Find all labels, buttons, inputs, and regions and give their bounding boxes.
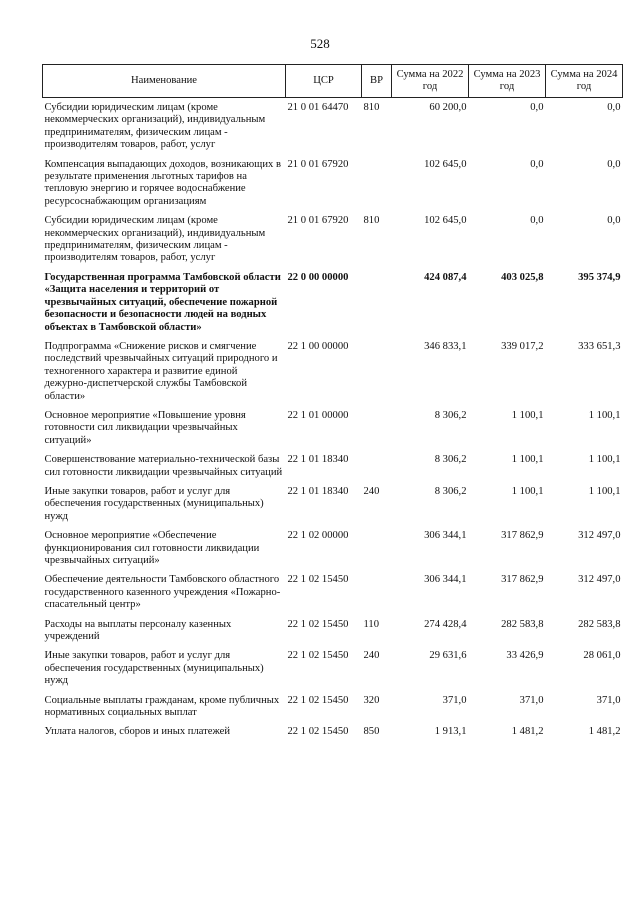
table-row <box>43 159 623 216</box>
row-sum-2023: 403 025,8 <box>501 271 544 283</box>
row-sum-2024: 1 481,2 <box>588 726 621 738</box>
table-header <box>43 65 623 98</box>
row-sum-2022: 346 833,1 <box>424 340 467 352</box>
row-csr: 22 1 02 15450 <box>287 650 349 662</box>
table-row <box>43 574 623 618</box>
row-csr: 21 0 01 64470 <box>287 102 349 113</box>
row-csr: 22 1 01 18340 <box>287 485 349 497</box>
header-name: Наименование <box>43 65 286 98</box>
row-sum-2022: 274 428,4 <box>424 618 467 630</box>
row-csr: 22 0 00 00000 <box>287 271 349 283</box>
row-sum-2024: 371,0 <box>596 694 621 706</box>
row-vr: 810 <box>363 215 380 227</box>
page-number: 528 <box>310 36 330 51</box>
row-csr: 21 0 01 67920 <box>287 215 349 227</box>
table-row <box>43 619 623 651</box>
row-name: Основное мероприятие «Обеспечение функционирования сил готовности ликвидации чрезвычайных ситуаций» <box>44 530 260 566</box>
row-vr <box>362 454 392 486</box>
row-vr: 850 <box>363 726 380 738</box>
row-csr: 22 1 02 15450 <box>287 618 349 630</box>
table-row <box>43 410 623 454</box>
row-vr <box>362 574 392 618</box>
row-sum-2023: 339 017,2 <box>501 340 544 352</box>
row-sum-2024: 312 497,0 <box>578 574 621 586</box>
row-sum-2022: 29 631,6 <box>429 650 467 662</box>
row-sum-2023: 33 426,9 <box>506 650 544 662</box>
header-sum-2022: Сумма на 2022 год <box>392 65 469 98</box>
budget-table <box>42 64 623 746</box>
row-name: Компенсация выпадающих доходов, возникающих в результате применения льготных тарифов на тепловую энергию и горячее водоснабжение ресурсоснабжающим организациям <box>44 158 281 207</box>
row-csr: 22 1 02 15450 <box>287 694 349 706</box>
row-csr: 22 1 01 00000 <box>287 409 349 421</box>
row-sum-2024: 312 497,0 <box>578 530 621 542</box>
table-row <box>43 695 623 727</box>
table-row <box>43 726 623 745</box>
row-sum-2024: 395 374,9 <box>578 271 621 283</box>
row-sum-2023: 317 862,9 <box>501 530 544 542</box>
row-sum-2022: 306 344,1 <box>424 530 467 542</box>
row-sum-2024: 28 061,0 <box>583 650 621 662</box>
table-row <box>43 98 623 159</box>
row-sum-2024: 0,0 <box>607 102 621 113</box>
table-row <box>43 215 623 272</box>
row-sum-2022: 424 087,4 <box>424 271 467 283</box>
row-sum-2022: 8 306,2 <box>434 454 467 466</box>
row-name: Подпрограмма «Снижение рисков и смягчение последствий чрезвычайных ситуаций природного и техногенного характера и развитие единой дежурно-диспетчерской службы Тамбовской области» <box>44 340 278 402</box>
row-sum-2024: 0,0 <box>607 158 621 170</box>
row-csr: 22 1 02 15450 <box>287 574 349 586</box>
row-csr: 21 0 01 67920 <box>287 158 349 170</box>
table-row <box>43 486 623 530</box>
row-name: Социальные выплаты гражданам, кроме публичных нормативных социальных выплат <box>44 694 280 719</box>
row-name: Основное мероприятие «Повышение уровня готовности сил ликвидации чрезвычайных ситуаций» <box>44 409 246 446</box>
row-name: Уплата налогов, сборов и иных платежей <box>44 726 231 738</box>
table-body <box>43 98 623 746</box>
row-name: Иные закупки товаров, работ и услуг для обеспечения государственных (муниципальных) нужд <box>44 650 264 687</box>
header-csr: ЦСР <box>286 65 362 98</box>
table-row <box>43 341 623 410</box>
table-row <box>43 530 623 574</box>
row-csr: 22 1 01 18340 <box>287 454 349 466</box>
row-name: Субсидии юридическим лицам (кроме некоммерческих организаций), индивидуальным предпринимателям, физическим лицам - производителям товаров, работ, услуг <box>44 215 266 264</box>
row-vr: 240 <box>363 650 380 662</box>
row-csr: 22 1 02 00000 <box>287 530 349 542</box>
row-name: Обеспечение деятельности Тамбовского областного государственного казенного учреждения «Пожарно-спасательный центр» <box>44 574 281 611</box>
row-sum-2022: 1 913,1 <box>434 726 467 738</box>
table-row <box>43 272 623 341</box>
row-sum-2023: 0,0 <box>530 102 544 113</box>
row-sum-2023: 0,0 <box>530 158 544 170</box>
row-vr: 240 <box>363 485 380 497</box>
row-sum-2023: 1 100,1 <box>511 454 544 466</box>
row-csr: 22 1 00 00000 <box>287 340 349 352</box>
row-sum-2023: 282 583,8 <box>501 618 544 630</box>
row-vr <box>362 341 392 410</box>
row-csr: 22 1 02 15450 <box>287 726 349 738</box>
row-name: Государственная программа Тамбовской области «Защита населения и территорий от чрезвычайных ситуаций, обеспечение пожарной безопасности и безопасности людей на водных объектах в Тамбовской области» <box>44 271 281 333</box>
row-sum-2024: 282 583,8 <box>578 618 621 630</box>
row-sum-2024: 1 100,1 <box>588 454 621 466</box>
row-sum-2022: 306 344,1 <box>424 574 467 586</box>
row-sum-2024: 1 100,1 <box>588 485 621 497</box>
row-vr <box>362 530 392 574</box>
row-sum-2022: 8 306,2 <box>434 485 467 497</box>
header-sum-2023: Сумма на 2023 год <box>469 65 546 98</box>
header-vr: ВР <box>362 65 392 98</box>
row-name: Расходы на выплаты персоналу казенных учреждений <box>44 618 232 643</box>
row-sum-2022: 102 645,0 <box>424 215 467 227</box>
table-row <box>43 454 623 486</box>
row-sum-2023: 1 481,2 <box>511 726 544 738</box>
row-sum-2023: 371,0 <box>519 694 544 706</box>
row-sum-2023: 317 862,9 <box>501 574 544 586</box>
row-sum-2022: 371,0 <box>442 694 467 706</box>
row-sum-2022: 102 645,0 <box>424 158 467 170</box>
row-vr: 110 <box>363 618 379 630</box>
row-vr: 810 <box>363 102 380 113</box>
row-sum-2024: 1 100,1 <box>588 409 621 421</box>
row-sum-2024: 333 651,3 <box>578 340 621 352</box>
header-sum-2024: Сумма на 2024 год <box>546 65 623 98</box>
row-sum-2023: 1 100,1 <box>511 485 544 497</box>
row-sum-2024: 0,0 <box>607 215 621 227</box>
row-sum-2022: 60 200,0 <box>429 102 467 113</box>
row-vr <box>362 410 392 454</box>
row-name: Субсидии юридическим лицам (кроме некоммерческих организаций), индивидуальным предпринимателям, физическим лицам - производителям товаров, работ, услуг <box>44 102 266 151</box>
row-vr <box>362 272 392 341</box>
row-sum-2023: 0,0 <box>530 215 544 227</box>
table-row <box>43 650 623 694</box>
row-vr <box>362 159 392 216</box>
row-name: Иные закупки товаров, работ и услуг для обеспечения государственных (муниципальных) нужд <box>44 485 264 522</box>
row-name: Совершенствование материально-технической базы сил готовности ликвидации чрезвычайных ситуаций <box>44 454 283 478</box>
row-sum-2022: 8 306,2 <box>434 409 467 421</box>
row-sum-2023: 1 100,1 <box>511 409 544 421</box>
row-vr: 320 <box>363 694 380 706</box>
